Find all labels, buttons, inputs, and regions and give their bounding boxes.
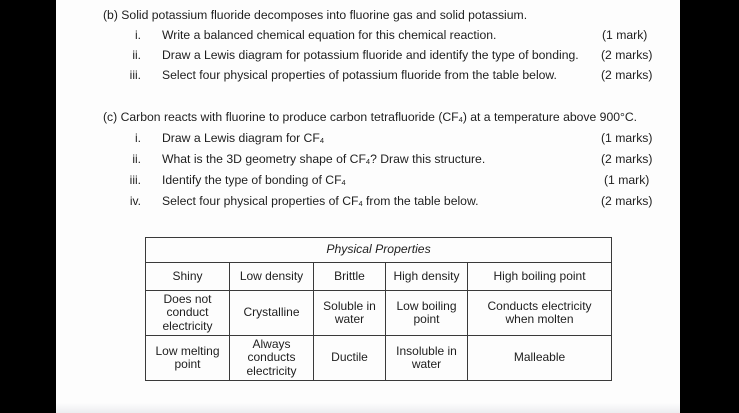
table-cell: High boiling point bbox=[468, 263, 612, 291]
left-black-border bbox=[0, 0, 56, 413]
table-row bbox=[146, 336, 612, 381]
question-marks: (1 marks) bbox=[601, 131, 653, 145]
question-number: i. bbox=[135, 131, 141, 145]
table-cell: Malleable bbox=[468, 336, 612, 381]
question-text: Select four physical properties of $CF_4$ from the table below. bbox=[162, 194, 479, 208]
question-number: iii. bbox=[129, 173, 141, 187]
question-marks: (2 marks) bbox=[601, 152, 653, 166]
physical-properties-table bbox=[145, 237, 612, 381]
question-text: What is the 3D geometry shape of $CF_4$? Draw this structure. bbox=[162, 152, 486, 166]
table-row bbox=[146, 263, 612, 291]
table-cell: Low melting point bbox=[146, 336, 230, 381]
table-cell: Low boiling point bbox=[386, 291, 468, 336]
question-number: iii. bbox=[129, 68, 141, 82]
question-marks: (2 marks) bbox=[601, 194, 653, 208]
part-b-intro: (b) Solid potassium fluoride decomposes into fluorine gas and solid potassium. bbox=[103, 8, 528, 22]
table-cell: Crystalline bbox=[230, 291, 314, 336]
table-cell: Does not conduct electricity bbox=[146, 291, 230, 336]
table-cell: Soluble in water bbox=[314, 291, 386, 336]
question-marks: (1 mark) bbox=[602, 28, 648, 42]
right-black-border bbox=[680, 0, 739, 413]
question-marks: (2 marks) bbox=[601, 48, 653, 62]
page-shadow bbox=[56, 403, 680, 413]
table-row bbox=[146, 291, 612, 336]
question-text: Write a balanced chemical equation for this chemical reaction. bbox=[162, 28, 497, 42]
question-number: iv. bbox=[129, 194, 141, 208]
question-text: Identify the type of bonding of $CF_4$ bbox=[162, 173, 346, 187]
table-cell: Brittle bbox=[314, 263, 386, 291]
table-cell: Shiny bbox=[146, 263, 230, 291]
question-number: i. bbox=[135, 28, 141, 42]
table-cell: Low density bbox=[230, 263, 314, 291]
table-cell: Always conducts electricity bbox=[230, 336, 314, 381]
table-cell: Ductile bbox=[314, 336, 386, 381]
table-cell: Insoluble in water bbox=[386, 336, 468, 381]
question-marks: (2 marks) bbox=[601, 68, 653, 82]
question-text: Draw a Lewis diagram for potassium fluoride and identify the type of bonding. bbox=[162, 48, 579, 62]
question-text: Draw a Lewis diagram for $CF_4$ bbox=[162, 131, 324, 145]
question-number: ii. bbox=[132, 48, 141, 62]
question-text: Select four physical properties of potassium fluoride from the table below. bbox=[162, 68, 557, 82]
table-cell: Conducts electricity when molten bbox=[468, 291, 612, 336]
question-number: ii. bbox=[132, 152, 141, 166]
table-cell: High density bbox=[386, 263, 468, 291]
question-marks: (1 mark) bbox=[604, 173, 650, 187]
table-caption: Physical Properties bbox=[146, 238, 612, 263]
part-c-intro: (c) Carbon reacts with fluorine to produce carbon tetrafluoride $(CF_4)$ at a temperature above 900°C. bbox=[103, 110, 638, 124]
